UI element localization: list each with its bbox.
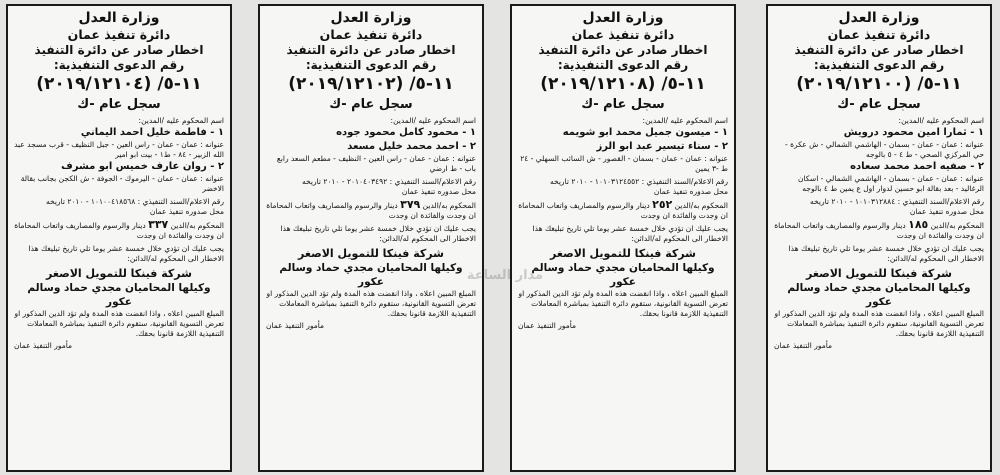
case-label: رقم الدعوى التنفيذية: [305, 58, 437, 72]
notification-title: اخطار صادر عن دائرة التنفيذ [286, 43, 456, 57]
officer-signature: مأمور التنفيذ عمان [14, 341, 73, 350]
payment-text: يجب عليك ان تؤدي خلال خمسة عشر يوما تلي تاريخ تبليغك هذا الاخطار الى المحكوم له/الدائن: [788, 244, 984, 263]
site-watermark: مدار الساعة [466, 268, 544, 283]
reference-line: رقم الاعلام/السند التنفيذي : ١٠١٠٣١٢٤٥٥٢ - ٢٠١٠ تاريخه [549, 177, 728, 186]
party-1-name: ١ - ثمارا امين محمود درويش [843, 127, 984, 138]
notice-case-12104 [6, 4, 232, 472]
registry-label: سجل عام -ك [329, 97, 413, 112]
debt-line [14, 220, 224, 241]
debt-prefix: المحكوم به/الدين [674, 201, 728, 210]
officer-signature: مأمور التنفيذ عمان [774, 341, 833, 350]
payment-text: يجب عليك ان تؤدي خلال خمسة عشر يوما تلي تاريخ تبليغك هذا الاخطار الى المحكوم له/الدائن: [532, 224, 728, 243]
creditor-company: شركة فينكا للتمويل الاصغر [806, 267, 952, 280]
party-1-name: ١ - محمود كامل محمود جوده [336, 127, 476, 138]
party-2-address: عنوانه : عمان - عمان - اليرموك - الجوفة - ش الكجن بجانب بقالة الاخضر [20, 174, 224, 193]
creditor-company: شركة فينكا للتمويل الاصغر [550, 247, 696, 260]
reference-line: رقم الاعلام/السند التنفيذي : ١٠١٠٣١٢٨٨٤ - ٢٠١٠ تاريخه [810, 197, 984, 206]
case-number: ١١-٥/ (٢٠١٩/١٢١٠٨) [540, 74, 706, 94]
debtor-label: اسم المحكوم عليه /المدين: [138, 116, 224, 125]
notification-title: اخطار صادر عن دائرة التنفيذ [538, 43, 708, 57]
reference-line: رقم الاعلام/السند التنفيذي : ١٠١٠٠٤١٨٥٦٨ - ٢٠١٠ تاريخه [45, 197, 224, 206]
notice-case-12108 [510, 4, 736, 472]
party-2-address: عنوانه : عمان - عمان - راس العين - النظيف - مطعم السعد رابع باب - ط ارضي [276, 154, 476, 173]
debt-line [266, 200, 476, 221]
party-2-name: ٢ - صفيه احمد محمد سعاده [850, 161, 984, 172]
closing-text: المبلغ المبين اعلاه ، واذا انقضت هذه المدة ولم تؤد الدين المذكور او تعرض التسوية القانونية، ستقوم دائرة التنفيذ بمباشرة المعاملات التنفيذية اللازمة قانونا بحقك. [518, 289, 728, 318]
party-2-name: ٢ - احمد محمد خليل مسعد [347, 141, 476, 152]
debt-line [518, 200, 728, 221]
issue-place: محل صدوره تنفيذ عمان [401, 187, 476, 196]
department-title: دائرة تنفيذ عمان [827, 27, 931, 42]
debt-suffix: دينار والرسوم والمصاريف واتعاب المحاماة ان وجدت والفائدة ان وجدت [518, 201, 728, 220]
debt-amount: ٢٥٢ [652, 198, 673, 211]
debt-line [774, 220, 984, 241]
case-number: ١١-٥/ (٢٠١٩/١٢١٠٠) [796, 74, 962, 94]
party-1-name: ١ - فاطمة خليل احمد اليماني [80, 127, 224, 138]
notification-title: اخطار صادر عن دائرة التنفيذ [34, 43, 204, 57]
party-1-address: عنوانه : عمان - عمان - بسمان - القصور - ش السائب السهلي - ٢٤ ط -٣ يمين [520, 154, 728, 173]
debt-amount: ٣٣٧ [148, 218, 169, 231]
reference-line: رقم الاعلام/السند التنفيذي : ٢٠١٠٤٠٣٤٩٢ - ٢٠١٠ تاريخه [302, 177, 476, 186]
case-label: رقم الدعوى التنفيذية: [53, 58, 185, 72]
case-number: ١١-٥/ (٢٠١٩/١٢١٠٢) [288, 74, 454, 94]
creditor-company: شركة فينكا للتمويل الاصغر [298, 247, 444, 260]
debt-prefix: المحكوم به/الدين [930, 221, 984, 230]
debt-amount: ١٨٥ [908, 218, 929, 231]
officer-signature: مأمور التنفيذ عمان [518, 321, 577, 330]
notice-case-12102 [258, 4, 484, 472]
debt-suffix: دينار والرسوم والمصاريف واتعاب المحاماة ان وجدت والفائدة ان وجدت [14, 221, 224, 240]
party-2-name: ٢ - سناء تيسير عبد ابو الرز [596, 141, 728, 152]
payment-text: يجب عليك ان تؤدي خلال خمسة عشر يوما تلي تاريخ تبليغك هذا الاخطار الى المحكوم له/الدائن: [280, 224, 476, 243]
creditor-lawyers: وكيلها المحاميان مجدي حماد وسالم عكور [27, 282, 211, 308]
debt-prefix: المحكوم به/الدين [422, 201, 476, 210]
party-2-address: عنوانه : عمان - عمان - بسمان - الهاشمي الشمالي - اسكان الرغاليد - بعد بقالة ابو حسين لدوار اول ع يمين ط ٤ بالوجه [798, 174, 984, 193]
issue-place: محل صدوره تنفيذ عمان [909, 207, 984, 216]
ministry-title: وزارة العدل [838, 10, 920, 26]
closing-text: المبلغ المبين اعلاه ، واذا انقضت هذه المدة ولم تؤد الدين المذكور او تعرض التسوية القانونية، ستقوم دائرة التنفيذ بمباشرة المعاملات التنفيذية اللازمة قانونا بحقك. [266, 289, 476, 318]
ministry-title: وزارة العدل [78, 10, 160, 26]
closing-text: المبلغ المبين اعلاه ، واذا انقضت هذه المدة ولم تؤد الدين المذكور او تعرض التسوية القانونية، ستقوم دائرة التنفيذ بمباشرة المعاملات التنفيذية اللازمة قانونا بحقك. [14, 309, 224, 338]
debtor-label: اسم المحكوم عليه /المدين: [390, 116, 476, 125]
creditor-lawyers: وكيلها المحاميان مجدي حماد وسالم عكور [531, 262, 715, 288]
debt-prefix: المحكوم به/الدين [170, 221, 224, 230]
debt-suffix: دينار والرسوم والمصاريف واتعاب المحاماة ان وجدت والفائدة ان وجدت [774, 221, 984, 240]
party-1-address: عنوانه : عمان - عمان - راس العين - جبل النظيف - قرب مسجد عبد الله الزبير - ٨٤ - ط١ - بيت ابو امير [14, 140, 224, 159]
issue-place: محل صدوره تنفيذ عمان [149, 207, 224, 216]
creditor-company: شركة فينكا للتمويل الاصغر [46, 267, 192, 280]
closing-text: المبلغ المبين اعلاه ، واذا انقضت هذه المدة ولم تؤد الدين المذكور او تعرض التسوية القانونية، ستقوم دائرة التنفيذ بمباشرة المعاملات التنفيذية اللازمة قانونا بحقك. [774, 309, 984, 338]
debtor-label: اسم المحكوم عليه /المدين: [642, 116, 728, 125]
debt-suffix: دينار والرسوم والمصاريف واتعاب المحاماة ان وجدت والفائدة ان وجدت [266, 201, 476, 220]
ministry-title: وزارة العدل [330, 10, 412, 26]
department-title: دائرة تنفيذ عمان [571, 27, 675, 42]
party-1-name: ١ - ميسون جميل محمد ابو شويمه [562, 127, 728, 138]
ministry-title: وزارة العدل [582, 10, 664, 26]
notice-case-12100 [766, 4, 992, 472]
case-number: ١١-٥/ (٢٠١٩/١٢١٠٤) [36, 74, 202, 94]
debtor-label: اسم المحكوم عليه /المدين: [898, 116, 984, 125]
case-label: رقم الدعوى التنفيذية: [557, 58, 689, 72]
notification-title: اخطار صادر عن دائرة التنفيذ [794, 43, 964, 57]
issue-place: محل صدوره تنفيذ عمان [653, 187, 728, 196]
party-2-name: ٢ - روان عارف خميس ابو مشرف [61, 161, 224, 172]
case-label: رقم الدعوى التنفيذية: [813, 58, 945, 72]
department-title: دائرة تنفيذ عمان [319, 27, 423, 42]
debt-amount: ٣٧٩ [400, 198, 421, 211]
registry-label: سجل عام -ك [837, 97, 921, 112]
officer-signature: مأمور التنفيذ عمان [266, 321, 325, 330]
department-title: دائرة تنفيذ عمان [67, 27, 171, 42]
registry-label: سجل عام -ك [581, 97, 665, 112]
party-1-address: عنوانه : عمان - عمان - بسمان - الهاشمي الشمالي - ش عكرة - حي المركزي الصحي - ط ٤ - ٥ بالوجه [784, 140, 984, 159]
registry-label: سجل عام -ك [77, 97, 161, 112]
creditor-lawyers: وكيلها المحاميان مجدي حماد وسالم عكور [787, 282, 971, 308]
payment-text: يجب عليك ان تؤدي خلال خمسة عشر يوما تلي تاريخ تبليغك هذا الاخطار الى المحكوم له/الدائن: [28, 244, 224, 263]
creditor-lawyers: وكيلها المحاميان مجدي حماد وسالم عكور [279, 262, 463, 288]
